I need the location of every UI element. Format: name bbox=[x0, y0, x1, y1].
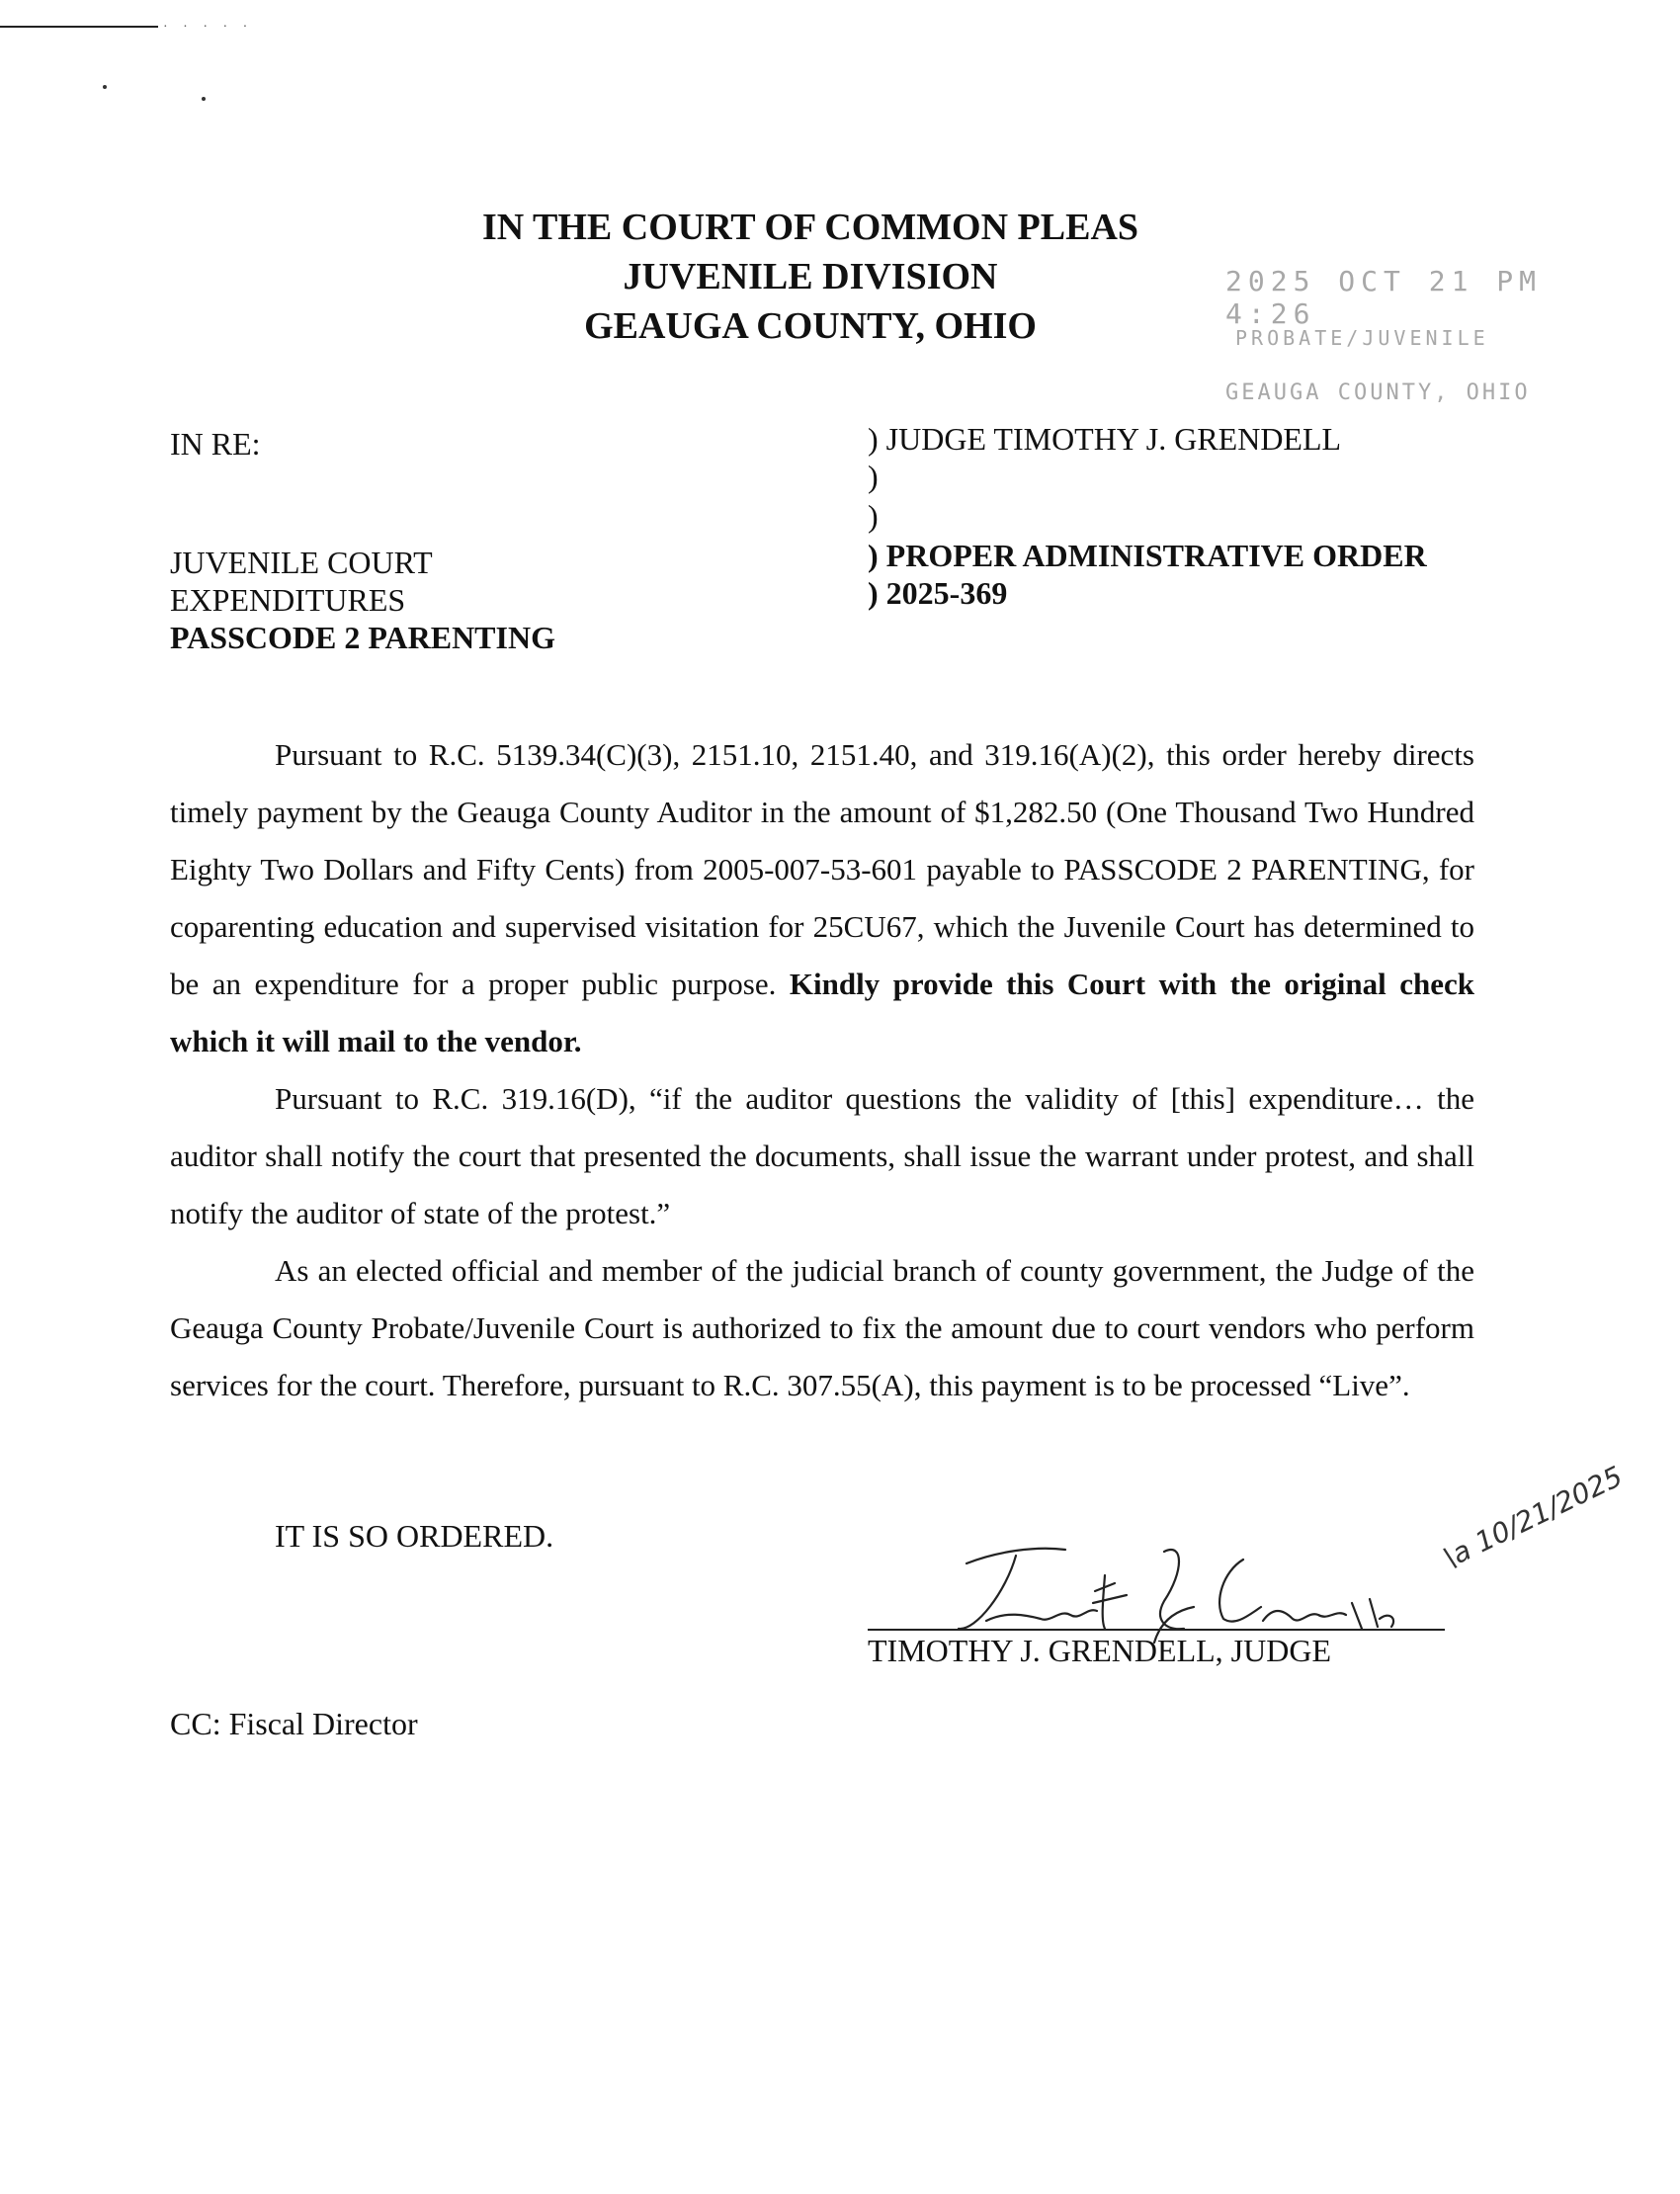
order-number: ) 2025-369 bbox=[868, 575, 1008, 611]
scan-artifact-specks: · · · · · bbox=[163, 20, 254, 35]
order-paragraph-1-text: Pursuant to R.C. 5139.34(C)(3), 2151.10, 2151.40, and 319.16(A)(2), this order hereby directs timely payment by the Geauga County Auditor in the amount of $1,282.50 (One Thousand Two Hundred Eighty Two Dollars and Fifty Cents) from 2005-007-53-601 payable to PASSCODE 2 PARENTING, for coparenting education and supervised visitation for 25CU67, which the Juvenile Court has determined to be an expenditure for a proper public purpose. bbox=[170, 737, 1474, 1001]
order-paragraph-2: Pursuant to R.C. 319.16(D), “if the auditor questions the validity of [this] expenditure… the auditor shall notify the court that presented the documents, shall issue the warrant under protest, and shall notify the auditor of state of the protest.” bbox=[170, 1081, 1474, 1230]
case-caption-left bbox=[170, 425, 555, 656]
scan-artifact-dot bbox=[202, 97, 206, 101]
order-paragraph-1-bold: Kindly provide this Court with the original check which it will mail to the vendor. bbox=[170, 967, 1475, 1058]
filed-stamp-county: GEAUGA COUNTY, OHIO bbox=[1225, 380, 1531, 405]
court-heading-line2: JUVENILE DIVISION bbox=[623, 256, 998, 297]
so-ordered-text: IT IS SO ORDERED. bbox=[275, 1518, 554, 1554]
matter-line3: PASSCODE 2 PARENTING bbox=[170, 620, 555, 655]
matter-line1: JUVENILE COURT bbox=[170, 545, 433, 580]
filed-stamp-court: PROBATE/JUVENILE bbox=[1235, 326, 1489, 350]
filed-stamp-date: 2025 OCT 21 PM 4:26 bbox=[1225, 265, 1543, 330]
order-paragraph-3: As an elected official and member of the judicial branch of county government, the Judge of the Geauga County Probate/Juvenile Court is authorized to fix the amount due to court vendors who perform services for the court. Therefore, pursuant to R.C. 307.55(A), this payment is to be processed “Live”. bbox=[170, 1253, 1474, 1402]
scan-artifact-dot bbox=[103, 85, 107, 89]
filed-stamp bbox=[1206, 148, 1561, 425]
caption-paren: ) bbox=[868, 498, 879, 534]
signature-line bbox=[868, 1629, 1445, 1631]
court-heading-line3: GEAUGA COUNTY, OHIO bbox=[584, 305, 1037, 347]
judge-caption: ) JUDGE TIMOTHY J. GRENDELL bbox=[868, 421, 1342, 457]
scan-artifact-line bbox=[0, 26, 158, 28]
judge-name: TIMOTHY J. GRENDELL, JUDGE bbox=[868, 1633, 1331, 1668]
handwritten-date: \a 10/21/2025 bbox=[1438, 1460, 1628, 1574]
court-heading bbox=[415, 203, 1206, 351]
order-body bbox=[170, 726, 1474, 1414]
court-heading-line1: IN THE COURT OF COMMON PLEAS bbox=[481, 207, 1139, 248]
order-paragraph-1 bbox=[170, 726, 1474, 1070]
cc-line: CC: Fiscal Director bbox=[170, 1706, 418, 1741]
case-caption-right bbox=[868, 420, 1427, 612]
caption-paren: ) bbox=[868, 459, 879, 494]
order-title: ) PROPER ADMINISTRATIVE ORDER bbox=[868, 538, 1427, 573]
in-re-label: IN RE: bbox=[170, 426, 261, 462]
matter-line2: EXPENDITURES bbox=[170, 582, 406, 618]
